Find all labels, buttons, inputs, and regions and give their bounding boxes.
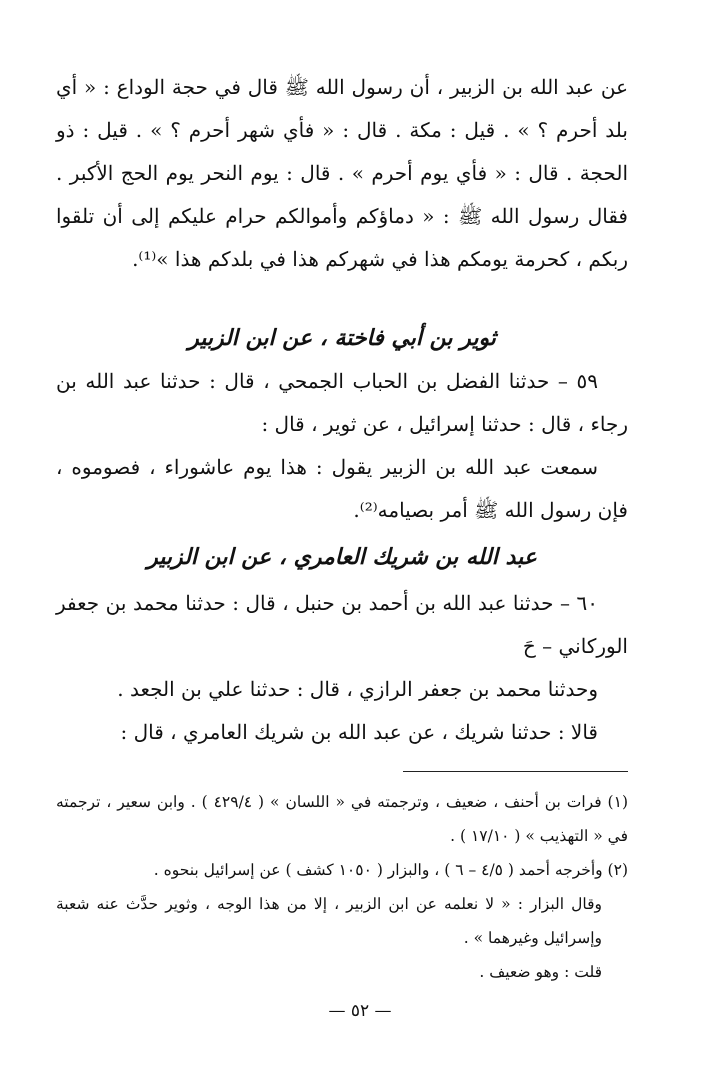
footnote-2: (٢) وأخرجه أحمد ( ٤/٥ – ٦ ) ، والبزار ( ١٠٥٠ كشف ) عن إسرائيل بنحوه . [153,861,628,879]
footnote-2-quote: وقال البزار : « لا نعلمه عن ابن الزبير ، إلا من هذا الوجه ، وثوير حدَّث عنه شعبة وإسرائيل وغيرهما » . [56,895,602,947]
hadith-60-line-3: قالا : حدثنا شريك ، عن عبد الله بن شريك العامري ، قال : [120,720,598,744]
hadith-59-block [56,360,628,532]
footnote-divider [403,771,628,772]
hadith-60-block [56,582,628,754]
hadith-60-line-1: ٦٠ – حدثنا عبد الله بن أحمد بن حنبل ، قال : حدثنا محمد بن جعفر الوركاني – حَ [56,591,628,658]
hadith-58-text: عن عبد الله بن الزبير ، أن رسول الله ﷺ قال في حجة الوداع : « أي بلد أحرم ؟ » . قيل : مكة . قال : « فأي شهر أحرم ؟ » . قيل : ذو الحجة . قال : « فأي يوم أحرم » . قال : يوم النحر يوم الحج الأكبر . فقال رسول الله ﷺ : « دماؤكم وأموالكم حرام عليكم إلى أن تلقوا ربكم ، كحرمة يومكم هذا في شهركم هذا في بلدكم هذا »⁽¹⁾. [56,75,628,271]
footnote-2-note: قلت : وهو ضعيف . [479,963,602,981]
section-heading-thuwayr: ثوير بن أبي فاختة ، عن ابن الزبير [188,325,496,351]
hadith-60-line-2: وحدثنا محمد بن جعفر الرازي ، قال : حدثنا علي بن الجعد . [117,677,598,701]
footnotes [56,785,628,989]
hadith-58-block [56,66,628,281]
page-number: — ٥٢ — [328,1001,392,1021]
hadith-59-isnad: ٥٩ – حدثنا الفضل بن الحباب الجمحي ، قال : حدثنا عبد الله بن رجاء ، قال : حدثنا إسرائيل ، عن ثوير ، قال : [56,369,628,436]
footnote-1: (١) فرات بن أحنف ، ضعيف ، وترجمته في « اللسان » ( ٤٢٩/٤ ) . وابن سعير ، ترجمته في « التهذيب » ( ١٧/١٠ ) . [56,793,628,845]
section-heading-abdullah-bin-sharik: عبد الله بن شريك العامري ، عن ابن الزبير [147,544,537,570]
hadith-59-matn: سمعت عبد الله بن الزبير يقول : هذا يوم عاشوراء ، فصوموه ، فإن رسول الله ﷺ أمر بصيامه⁽²⁾. [56,455,628,522]
